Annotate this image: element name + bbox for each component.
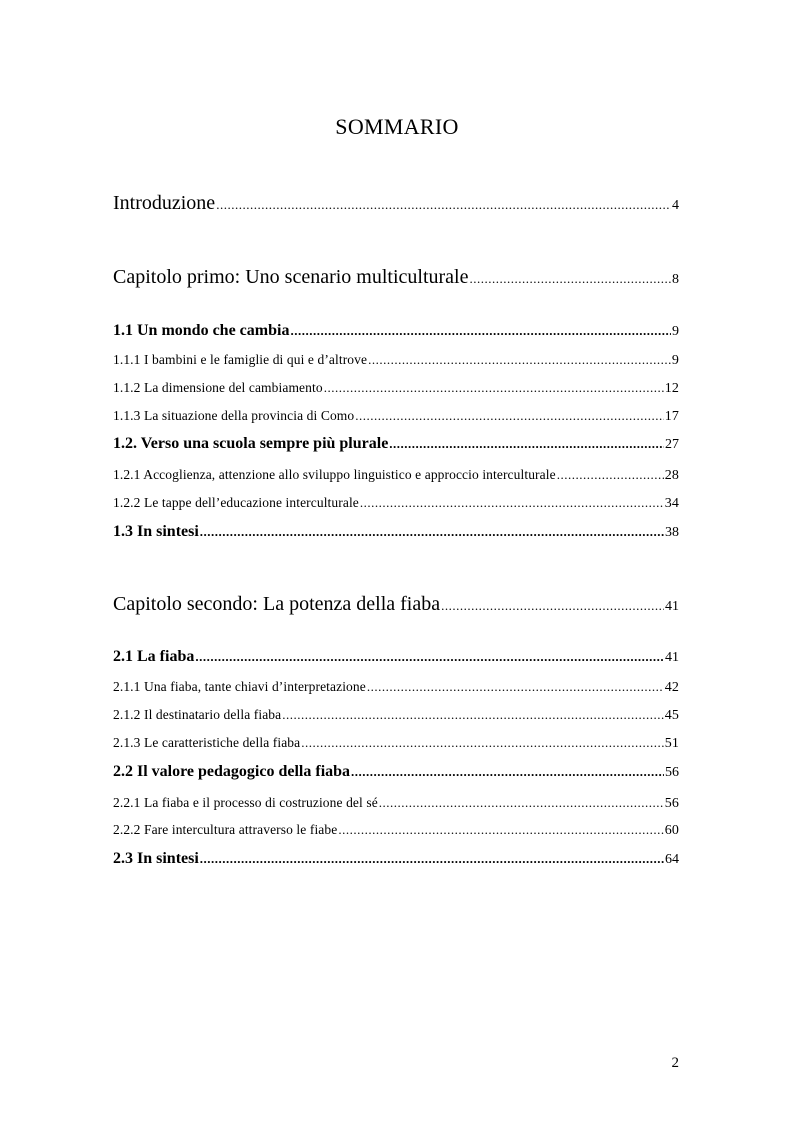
toc-entry-label: 1.1.3 La situazione della provincia di Como [113,408,355,423]
toc-entry-label: 2.1.3 Le caratteristiche della fiaba [113,735,301,750]
toc-entry-label: Introduzione [113,192,216,214]
toc-leader-dots [469,271,671,287]
toc-entry-chapter-2 [113,593,679,616]
toc-entry-page: 8 [672,272,679,287]
toc-entry-section-2-3 [113,850,679,868]
toc-entry-section-2-1 [113,648,679,666]
toc-entry-label: 2.2.2 Fare intercultura attraverso le fiabe [113,822,338,837]
toc-leader-dots [290,323,671,339]
toc-entry-page: 41 [665,599,679,614]
toc-entry-section-1-1 [113,322,679,340]
toc-entry-page: 17 [664,409,679,424]
toc-entry-subsection-2-1-3 [113,735,679,752]
toc-entry-label: 1.1.1 I bambini e le famiglie di qui e d’altrove [113,352,368,367]
toc-leader-dots [557,467,664,483]
toc-entry-section-1-2 [113,435,679,453]
toc-leader-dots [351,764,664,780]
toc-entry-page: 9 [671,353,679,368]
toc-leader-dots [324,380,664,396]
toc-leader-dots [355,408,664,424]
toc-leader-dots [200,851,664,867]
toc-entry-page: 64 [665,852,679,867]
toc-entry-page: 42 [664,680,679,695]
toc-entry-page: 27 [665,437,679,452]
toc-entry-label: 1.1 Un mondo che cambia [113,322,290,339]
toc-entry-page: 41 [665,650,679,665]
toc-entry-subsection-1-1-3 [113,408,679,425]
toc-leader-dots [195,649,664,665]
toc-entry-label: 1.3 In sintesi [113,523,199,540]
toc-leader-dots [200,524,664,540]
toc-entry-label: 1.2. Verso una scuola sempre più plurale [113,435,389,452]
toc-leader-dots [389,436,664,452]
toc-entry-subsection-1-2-2 [113,495,679,512]
toc-entry-subsection-1-1-2 [113,380,679,397]
toc-entry-label: 1.2.1 Accoglienza, attenzione allo sviluppo linguistico e approccio interculturale [113,467,556,482]
toc-entry-page: 38 [665,525,679,540]
toc-leader-dots [379,795,664,811]
toc-entry-subsection-1-1-1 [113,352,679,369]
toc-leader-dots [338,822,663,838]
toc-entry-label: 1.1.2 La dimensione del cambiamento [113,380,323,395]
toc-entry-subsection-1-2-1 [113,467,679,484]
toc-entry-label: 2.2 Il valore pedagogico della fiaba [113,763,351,780]
toc-entry-label: 2.1.1 Una fiaba, tante chiavi d’interpretazione [113,679,366,694]
toc-entry-label: 2.1.2 Il destinatario della fiaba [113,707,282,722]
toc-entry-label: Capitolo primo: Uno scenario multiculturale [113,266,469,288]
toc-entry-page: 34 [664,496,679,511]
toc-entry-section-1-3 [113,523,679,541]
toc-entry-page: 56 [664,796,679,811]
toc-leader-dots [216,197,671,213]
toc-entry-page: 56 [665,765,679,780]
toc-entry-subsection-2-2-1 [113,795,679,812]
toc-entry-page: 9 [672,324,679,339]
toc-entry-label: 2.1 La fiaba [113,648,195,665]
toc-entry-chapter-1 [113,266,679,289]
toc-leader-dots [360,495,664,511]
toc-entry-label: 2.3 In sintesi [113,850,199,867]
toc-entry-label: 1.2.2 Le tappe dell’educazione interculturale [113,495,359,510]
toc-entry-page: 45 [664,708,679,723]
toc-entry-subsection-2-1-2 [113,707,679,724]
toc-entry-subsection-2-2-2 [113,822,679,839]
toc-entry-page: 28 [664,468,679,483]
toc-entry-label: 2.2.1 La fiaba e il processo di costruzione del sé [113,795,378,810]
page-title: SOMMARIO [335,114,459,139]
toc-leader-dots [368,352,671,368]
toc-leader-dots [282,707,664,723]
toc-entry-page: 60 [664,823,679,838]
toc-entry-label: Capitolo secondo: La potenza della fiaba [113,593,441,615]
toc-entry-page: 4 [672,198,679,213]
toc-entry-page: 12 [664,381,679,396]
toc-leader-dots [441,598,664,614]
toc-entry-introduction [113,192,679,215]
toc-entry-page: 51 [664,736,679,751]
toc-leader-dots [301,735,664,751]
toc-leader-dots [367,679,664,695]
page-number: 2 [671,1055,679,1071]
toc-entry-subsection-2-1-1 [113,679,679,696]
toc-entry-section-2-2 [113,763,679,781]
